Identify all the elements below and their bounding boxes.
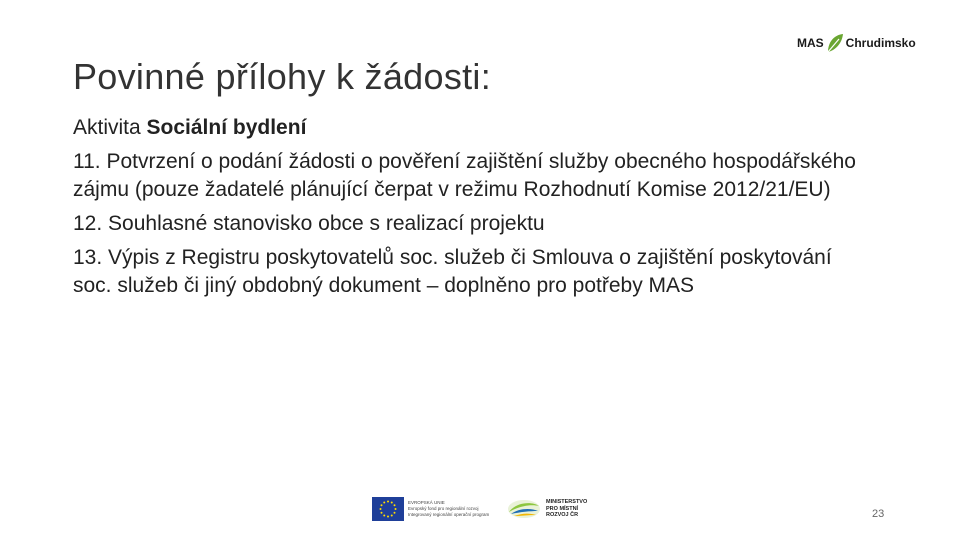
eu-text bbox=[408, 500, 496, 518]
footer-logos bbox=[372, 496, 587, 522]
ministry-text bbox=[546, 499, 587, 519]
list-item: 13. Výpis z Registru poskytovatelů soc. služeb či Smlouva o zajištění poskytování soc. služeb či jiný obdobný dokument – doplněno pro potřeby MAS bbox=[73, 246, 832, 297]
eu-text-line: Integrovaný regionální operační program bbox=[408, 512, 490, 517]
eu-flag-icon bbox=[372, 497, 404, 521]
slide-content bbox=[73, 114, 863, 306]
list-item: 12. Souhlasné stanovisko obce s realizací projektu bbox=[73, 212, 545, 235]
activity-line bbox=[73, 114, 863, 142]
list-item: 11. Potvrzení o podání žádosti o pověření zajištění služby obecného hospodářského zájmu (pouze žadatelé plánující čerpat v režimu Rozhodnutí Komise 2012/21/EU) bbox=[73, 150, 856, 201]
irop-logo-icon bbox=[506, 498, 542, 520]
mas-chrudimsko-logo bbox=[797, 30, 916, 56]
eu-text-line: EVROPSKÁ UNIE bbox=[408, 500, 445, 505]
logo-text-chrudimsko: Chrudimsko bbox=[845, 36, 916, 50]
activity-prefix: Aktivita bbox=[73, 116, 147, 139]
eu-text-line: Evropský fond pro regionální rozvoj bbox=[408, 506, 479, 511]
leaf-icon bbox=[825, 32, 845, 54]
ministry-text-line: ROZVOJ ČR bbox=[546, 512, 579, 519]
page-number: 23 bbox=[872, 508, 885, 520]
logo-text-mas: MAS bbox=[797, 36, 824, 50]
activity-name: Sociální bydlení bbox=[146, 116, 307, 139]
ministry-text-line: PRO MÍSTNÍ bbox=[546, 505, 579, 512]
page-title: Povinné přílohy k žádosti: bbox=[73, 56, 492, 97]
ministry-text-line: MINISTERSTVO bbox=[546, 499, 588, 506]
